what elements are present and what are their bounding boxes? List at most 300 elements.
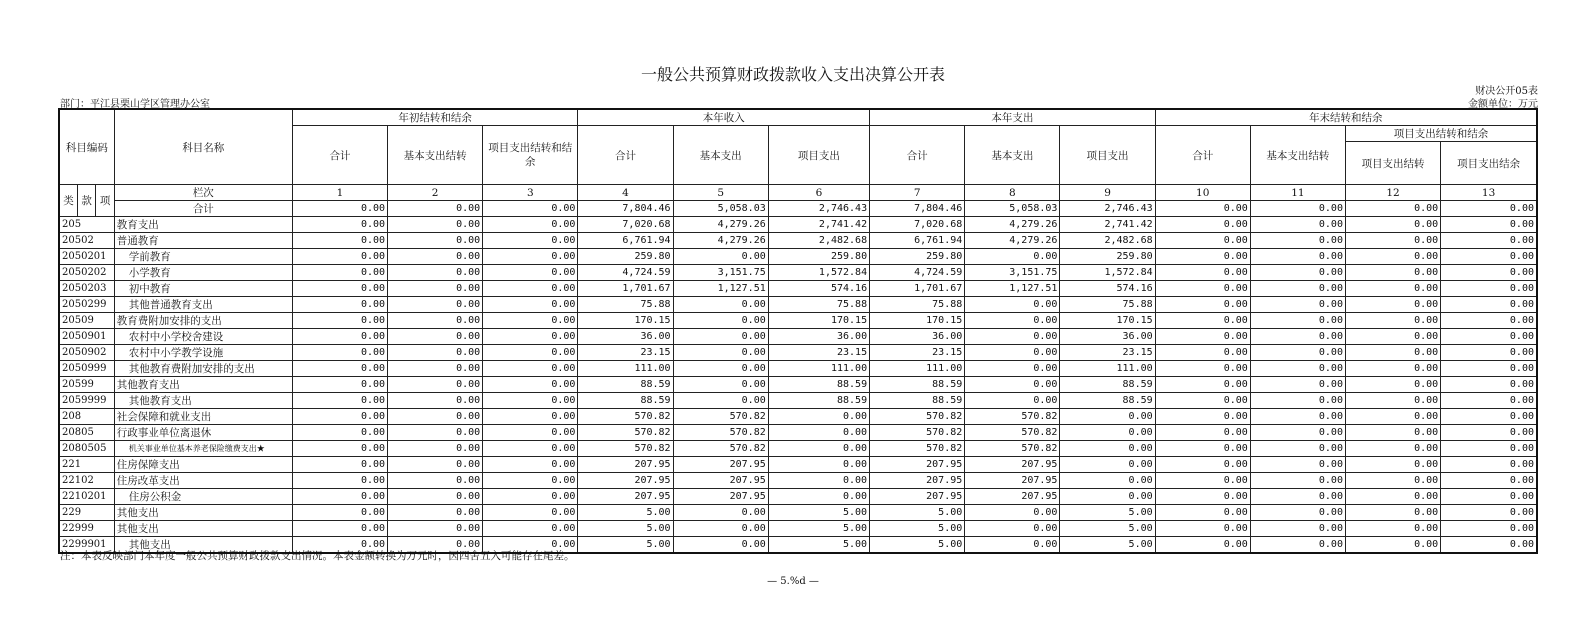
amount-cell: 170.15 (578, 313, 673, 329)
subject-code: 2050901 (59, 329, 114, 345)
subject-code: 2050203 (59, 281, 114, 297)
table-row (59, 520, 1537, 536)
amount-cell: 23.15 (768, 345, 869, 361)
col-number: 7 (870, 185, 965, 201)
subject-code: 2080505 (59, 441, 114, 457)
amount-cell: 1,572.84 (1060, 265, 1155, 281)
amount-cell: 0.00 (388, 536, 483, 553)
amount-cell: 5.00 (578, 536, 673, 553)
col-number: 8 (965, 185, 1060, 201)
amount-cell: 0.00 (673, 329, 768, 345)
amount-cell: 0.00 (292, 425, 387, 441)
report-title: 一般公共预算财政拨款收入支出决算公开表 (640, 65, 945, 84)
amount-cell: 0.00 (673, 361, 768, 377)
amount-cell: 0.00 (1155, 329, 1250, 345)
amount-cell: 36.00 (870, 329, 965, 345)
amount-cell: 0.00 (483, 409, 578, 425)
amount-cell: 570.82 (578, 409, 673, 425)
amount-cell: 0.00 (1155, 377, 1250, 393)
amount-cell: 0.00 (1441, 472, 1537, 488)
amount-cell: 0.00 (1345, 361, 1440, 377)
amount-cell: 0.00 (1250, 456, 1345, 472)
amount-cell: 0.00 (483, 249, 578, 265)
department-label: 部门：平江县栗山学区管理办公室 (60, 99, 210, 110)
amount-cell: 0.00 (965, 361, 1060, 377)
unit-label: 金额单位：万元 (1468, 99, 1538, 110)
amount-cell: 0.00 (965, 377, 1060, 393)
table-row (59, 233, 1537, 249)
amount-cell: 36.00 (1060, 329, 1155, 345)
amount-cell: 111.00 (768, 361, 869, 377)
amount-cell: 0.00 (483, 377, 578, 393)
amount-cell: 574.16 (768, 281, 869, 297)
table-header (59, 109, 1537, 217)
amount-cell: 5.00 (870, 520, 965, 536)
amount-cell: 0.00 (1345, 488, 1440, 504)
amount-cell: 0.00 (292, 313, 387, 329)
table-row (59, 329, 1537, 345)
amount-cell: 0.00 (388, 233, 483, 249)
amount-cell: 1,127.51 (965, 281, 1060, 297)
total-cell: 0.00 (292, 201, 387, 217)
amount-cell: 259.80 (578, 249, 673, 265)
subject-name: 行政事业单位离退休 (114, 425, 292, 441)
amount-cell: 170.15 (870, 313, 965, 329)
amount-cell: 207.95 (578, 456, 673, 472)
amount-cell: 0.00 (673, 313, 768, 329)
total-cell: 0.00 (1250, 201, 1345, 217)
amount-cell: 0.00 (1250, 504, 1345, 520)
amount-cell: 0.00 (1345, 377, 1440, 393)
amount-cell: 0.00 (388, 297, 483, 313)
amount-cell: 0.00 (1250, 361, 1345, 377)
col-number: 2 (388, 185, 483, 201)
total-cell: 0.00 (1345, 201, 1440, 217)
subject-code: 22999 (59, 520, 114, 536)
amount-cell: 0.00 (1155, 281, 1250, 297)
amount-cell: 5.00 (1060, 520, 1155, 536)
amount-cell: 0.00 (388, 249, 483, 265)
amount-cell: 0.00 (388, 281, 483, 297)
amount-cell: 0.00 (1250, 297, 1345, 313)
amount-cell: 0.00 (1155, 536, 1250, 553)
amount-cell: 0.00 (1441, 441, 1537, 457)
header-expense-basic: 基本支出 (965, 126, 1060, 185)
subject-code: 2299901 (59, 536, 114, 553)
header-income-basic: 基本支出 (673, 126, 768, 185)
subject-name: 教育费附加安排的支出 (114, 313, 292, 329)
subject-code: 2050202 (59, 265, 114, 281)
total-cell: 7,804.46 (870, 201, 965, 217)
amount-cell: 2,482.68 (1060, 233, 1155, 249)
budget-table (58, 108, 1538, 554)
amount-cell: 0.00 (292, 345, 387, 361)
amount-cell: 0.00 (1345, 265, 1440, 281)
header-begin-total: 合计 (292, 126, 387, 185)
subject-name: 其他支出 (114, 520, 292, 536)
table-row (59, 361, 1537, 377)
table-row (59, 425, 1537, 441)
amount-cell: 0.00 (1345, 345, 1440, 361)
amount-cell: 4,724.59 (870, 265, 965, 281)
amount-cell: 0.00 (483, 233, 578, 249)
subject-name: 其他教育支出 (114, 393, 292, 409)
amount-cell: 0.00 (1060, 425, 1155, 441)
amount-cell: 0.00 (388, 472, 483, 488)
amount-cell: 0.00 (1441, 249, 1537, 265)
subject-code: 20502 (59, 233, 114, 249)
subject-code: 2050299 (59, 297, 114, 313)
amount-cell: 0.00 (483, 456, 578, 472)
amount-cell: 0.00 (1345, 297, 1440, 313)
subject-name: 农村中小学教学设施 (114, 345, 292, 361)
header-xiang: 项 (96, 185, 114, 217)
amount-cell: 0.00 (768, 441, 869, 457)
amount-cell: 570.82 (578, 441, 673, 457)
subject-name: 住房改革支出 (114, 472, 292, 488)
amount-cell: 23.15 (578, 345, 673, 361)
amount-cell: 570.82 (870, 425, 965, 441)
amount-cell: 0.00 (388, 504, 483, 520)
table-row (59, 313, 1537, 329)
amount-cell: 0.00 (1441, 456, 1537, 472)
table-row (59, 345, 1537, 361)
amount-cell: 0.00 (1441, 217, 1537, 233)
amount-cell: 0.00 (388, 313, 483, 329)
amount-cell: 570.82 (965, 441, 1060, 457)
amount-cell: 0.00 (1345, 313, 1440, 329)
amount-cell: 570.82 (965, 425, 1060, 441)
amount-cell: 0.00 (1155, 393, 1250, 409)
amount-cell: 88.59 (1060, 377, 1155, 393)
amount-cell: 0.00 (1441, 520, 1537, 536)
amount-cell: 0.00 (483, 297, 578, 313)
amount-cell: 0.00 (483, 472, 578, 488)
amount-cell: 0.00 (965, 393, 1060, 409)
subject-name: 机关事业单位基本养老保险缴费支出★ (114, 441, 292, 457)
amount-cell: 0.00 (1441, 488, 1537, 504)
header-group-expense: 本年支出 (870, 109, 1156, 126)
header-end-proj-surplus: 项目支出结余 (1441, 142, 1537, 185)
amount-cell: 207.95 (965, 456, 1060, 472)
amount-cell: 0.00 (1250, 472, 1345, 488)
amount-cell: 0.00 (292, 488, 387, 504)
amount-cell: 0.00 (1155, 345, 1250, 361)
amount-cell: 0.00 (388, 329, 483, 345)
amount-cell: 4,724.59 (578, 265, 673, 281)
amount-cell: 1,127.51 (673, 281, 768, 297)
subject-code: 2050201 (59, 249, 114, 265)
amount-cell: 88.59 (578, 393, 673, 409)
amount-cell: 0.00 (1441, 345, 1537, 361)
amount-cell: 0.00 (1060, 456, 1155, 472)
amount-cell: 0.00 (388, 409, 483, 425)
subject-code: 221 (59, 456, 114, 472)
subject-name: 其他教育费附加安排的支出 (114, 361, 292, 377)
total-cell: 0.00 (483, 201, 578, 217)
total-cell: 0.00 (1155, 201, 1250, 217)
amount-cell: 0.00 (965, 313, 1060, 329)
col-number: 11 (1250, 185, 1345, 201)
table-row (59, 488, 1537, 504)
amount-cell: 0.00 (1250, 520, 1345, 536)
col-number: 12 (1345, 185, 1440, 201)
amount-cell: 0.00 (1155, 361, 1250, 377)
amount-cell: 0.00 (965, 536, 1060, 553)
amount-cell: 0.00 (292, 520, 387, 536)
amount-cell: 0.00 (1345, 329, 1440, 345)
amount-cell: 0.00 (1441, 233, 1537, 249)
amount-cell: 207.95 (870, 488, 965, 504)
amount-cell: 4,279.26 (965, 233, 1060, 249)
amount-cell: 0.00 (1345, 456, 1440, 472)
amount-cell: 0.00 (768, 488, 869, 504)
amount-cell: 570.82 (870, 409, 965, 425)
subject-name: 初中教育 (114, 281, 292, 297)
amount-cell: 1,701.67 (870, 281, 965, 297)
total-cell: 2,746.43 (768, 201, 869, 217)
amount-cell: 0.00 (483, 217, 578, 233)
amount-cell: 5.00 (578, 520, 673, 536)
header-kuan: 款 (77, 185, 95, 217)
amount-cell: 0.00 (673, 504, 768, 520)
col-number: 6 (768, 185, 869, 201)
total-cell: 0.00 (388, 201, 483, 217)
amount-cell: 0.00 (673, 249, 768, 265)
amount-cell: 0.00 (388, 488, 483, 504)
header-income-total: 合计 (578, 126, 673, 185)
amount-cell: 570.82 (578, 425, 673, 441)
amount-cell: 0.00 (483, 313, 578, 329)
subject-name: 其他普通教育支出 (114, 297, 292, 313)
amount-cell: 111.00 (578, 361, 673, 377)
amount-cell: 0.00 (1345, 520, 1440, 536)
amount-cell: 259.80 (870, 249, 965, 265)
header-group-end: 年末结转和结余 (1155, 109, 1537, 126)
header-group-income: 本年收入 (578, 109, 870, 126)
amount-cell: 0.00 (1250, 488, 1345, 504)
amount-cell: 23.15 (870, 345, 965, 361)
amount-cell: 0.00 (1250, 329, 1345, 345)
amount-cell: 170.15 (768, 313, 869, 329)
amount-cell: 0.00 (1250, 233, 1345, 249)
amount-cell: 0.00 (292, 441, 387, 457)
col-number: 9 (1060, 185, 1155, 201)
table-row (59, 281, 1537, 297)
amount-cell: 207.95 (578, 472, 673, 488)
amount-cell: 207.95 (870, 456, 965, 472)
total-cell: 5,058.03 (673, 201, 768, 217)
amount-cell: 207.95 (965, 472, 1060, 488)
amount-cell: 0.00 (1155, 441, 1250, 457)
amount-cell: 0.00 (1441, 504, 1537, 520)
amount-cell: 0.00 (1155, 409, 1250, 425)
amount-cell: 0.00 (1441, 361, 1537, 377)
amount-cell: 0.00 (483, 488, 578, 504)
amount-cell: 5.00 (768, 520, 869, 536)
amount-cell: 0.00 (1441, 313, 1537, 329)
amount-cell: 0.00 (1345, 504, 1440, 520)
amount-cell: 570.82 (965, 409, 1060, 425)
amount-cell: 3,151.75 (673, 265, 768, 281)
amount-cell: 570.82 (673, 409, 768, 425)
amount-cell: 5.00 (768, 536, 869, 553)
table-row (59, 297, 1537, 313)
amount-cell: 0.00 (1060, 472, 1155, 488)
amount-cell: 0.00 (1060, 441, 1155, 457)
col-number: 13 (1441, 185, 1537, 201)
amount-cell: 0.00 (1250, 425, 1345, 441)
amount-cell: 4,279.26 (673, 217, 768, 233)
subject-name: 其他教育支出 (114, 377, 292, 393)
amount-cell: 23.15 (1060, 345, 1155, 361)
table-row (59, 249, 1537, 265)
amount-cell: 0.00 (483, 265, 578, 281)
amount-cell: 0.00 (1441, 265, 1537, 281)
table-row (59, 456, 1537, 472)
amount-cell: 2,741.42 (1060, 217, 1155, 233)
col-number: 1 (292, 185, 387, 201)
amount-cell: 0.00 (965, 297, 1060, 313)
header-expense-total: 合计 (870, 126, 965, 185)
amount-cell: 1,572.84 (768, 265, 869, 281)
amount-cell: 6,761.94 (870, 233, 965, 249)
header-end-project-group: 项目支出结转和结余 (1345, 126, 1537, 142)
amount-cell: 0.00 (673, 520, 768, 536)
subject-code: 229 (59, 504, 114, 520)
table-row (59, 217, 1537, 233)
amount-cell: 0.00 (388, 265, 483, 281)
amount-cell: 0.00 (1345, 281, 1440, 297)
amount-cell: 4,279.26 (673, 233, 768, 249)
amount-cell: 0.00 (768, 425, 869, 441)
amount-cell: 0.00 (1155, 217, 1250, 233)
amount-cell: 0.00 (1155, 249, 1250, 265)
amount-cell: 6,761.94 (578, 233, 673, 249)
amount-cell: 0.00 (292, 281, 387, 297)
header-lei: 类 (59, 185, 77, 217)
amount-cell: 0.00 (1441, 329, 1537, 345)
total-cell: 2,746.43 (1060, 201, 1155, 217)
total-cell: 5,058.03 (965, 201, 1060, 217)
amount-cell: 570.82 (870, 441, 965, 457)
subject-code: 20805 (59, 425, 114, 441)
table-row (59, 377, 1537, 393)
amount-cell: 0.00 (1155, 456, 1250, 472)
amount-cell: 0.00 (1155, 488, 1250, 504)
amount-cell: 0.00 (1060, 488, 1155, 504)
amount-cell: 0.00 (1155, 472, 1250, 488)
total-row (59, 201, 1537, 217)
amount-cell: 88.59 (768, 393, 869, 409)
amount-cell: 0.00 (292, 249, 387, 265)
amount-cell: 0.00 (1250, 265, 1345, 281)
subject-name: 住房保障支出 (114, 456, 292, 472)
subject-code: 22102 (59, 472, 114, 488)
table-row (59, 504, 1537, 520)
amount-cell: 0.00 (1345, 233, 1440, 249)
amount-cell: 574.16 (1060, 281, 1155, 297)
amount-cell: 0.00 (1345, 472, 1440, 488)
amount-cell: 88.59 (768, 377, 869, 393)
amount-cell: 0.00 (483, 520, 578, 536)
total-row-label: 合计 (114, 201, 292, 217)
amount-cell: 7,020.68 (870, 217, 965, 233)
amount-cell: 0.00 (292, 361, 387, 377)
subject-name: 小学教育 (114, 265, 292, 281)
amount-cell: 0.00 (768, 472, 869, 488)
amount-cell: 75.88 (768, 297, 869, 313)
header-code: 科目编码 (59, 109, 114, 185)
amount-cell: 570.82 (673, 425, 768, 441)
subject-code: 205 (59, 217, 114, 233)
subject-name: 住房公积金 (114, 488, 292, 504)
amount-cell: 0.00 (483, 536, 578, 553)
subject-name: 学前教育 (114, 249, 292, 265)
amount-cell: 0.00 (673, 377, 768, 393)
subject-code: 2210201 (59, 488, 114, 504)
header-begin-proj: 项目支出结转和结余 (483, 126, 578, 185)
header-column-label: 栏次 (114, 185, 292, 201)
amount-cell: 0.00 (1155, 233, 1250, 249)
col-number: 3 (483, 185, 578, 201)
amount-cell: 0.00 (1155, 504, 1250, 520)
amount-cell: 207.95 (673, 488, 768, 504)
amount-cell: 0.00 (483, 345, 578, 361)
amount-cell: 0.00 (1250, 393, 1345, 409)
amount-cell: 0.00 (483, 281, 578, 297)
amount-cell: 0.00 (292, 393, 387, 409)
amount-cell: 0.00 (388, 425, 483, 441)
subject-name: 其他支出 (114, 536, 292, 553)
amount-cell: 0.00 (292, 217, 387, 233)
amount-cell: 0.00 (292, 233, 387, 249)
amount-cell: 0.00 (1345, 409, 1440, 425)
amount-cell: 0.00 (1441, 536, 1537, 553)
amount-cell: 0.00 (1250, 377, 1345, 393)
amount-cell: 207.95 (965, 488, 1060, 504)
amount-cell: 0.00 (1155, 425, 1250, 441)
amount-cell: 4,279.26 (965, 217, 1060, 233)
subject-name: 社会保障和就业支出 (114, 409, 292, 425)
header-name: 科目名称 (114, 109, 292, 185)
amount-cell: 170.15 (1060, 313, 1155, 329)
amount-cell: 207.95 (673, 456, 768, 472)
amount-cell: 0.00 (673, 297, 768, 313)
subject-code: 2050902 (59, 345, 114, 361)
amount-cell: 111.00 (870, 361, 965, 377)
table-note: 注：本表反映部门本年度一般公共预算财政拨款支出情况。本表金额转换为万元时，因四舍五入可能存在尾差。 (60, 550, 575, 562)
header-group-begin: 年初结转和结余 (292, 109, 578, 126)
amount-cell: 0.00 (292, 409, 387, 425)
amount-cell: 0.00 (483, 361, 578, 377)
amount-cell: 0.00 (1441, 377, 1537, 393)
amount-cell: 0.00 (1155, 313, 1250, 329)
amount-cell: 0.00 (673, 393, 768, 409)
amount-cell: 0.00 (1060, 409, 1155, 425)
amount-cell: 0.00 (292, 456, 387, 472)
subject-code: 208 (59, 409, 114, 425)
subject-code: 2050999 (59, 361, 114, 377)
amount-cell: 0.00 (292, 536, 387, 553)
amount-cell: 0.00 (1441, 425, 1537, 441)
amount-cell: 0.00 (1250, 441, 1345, 457)
amount-cell: 0.00 (965, 504, 1060, 520)
amount-cell: 0.00 (1345, 249, 1440, 265)
amount-cell: 0.00 (388, 393, 483, 409)
amount-cell: 570.82 (673, 441, 768, 457)
amount-cell: 36.00 (768, 329, 869, 345)
